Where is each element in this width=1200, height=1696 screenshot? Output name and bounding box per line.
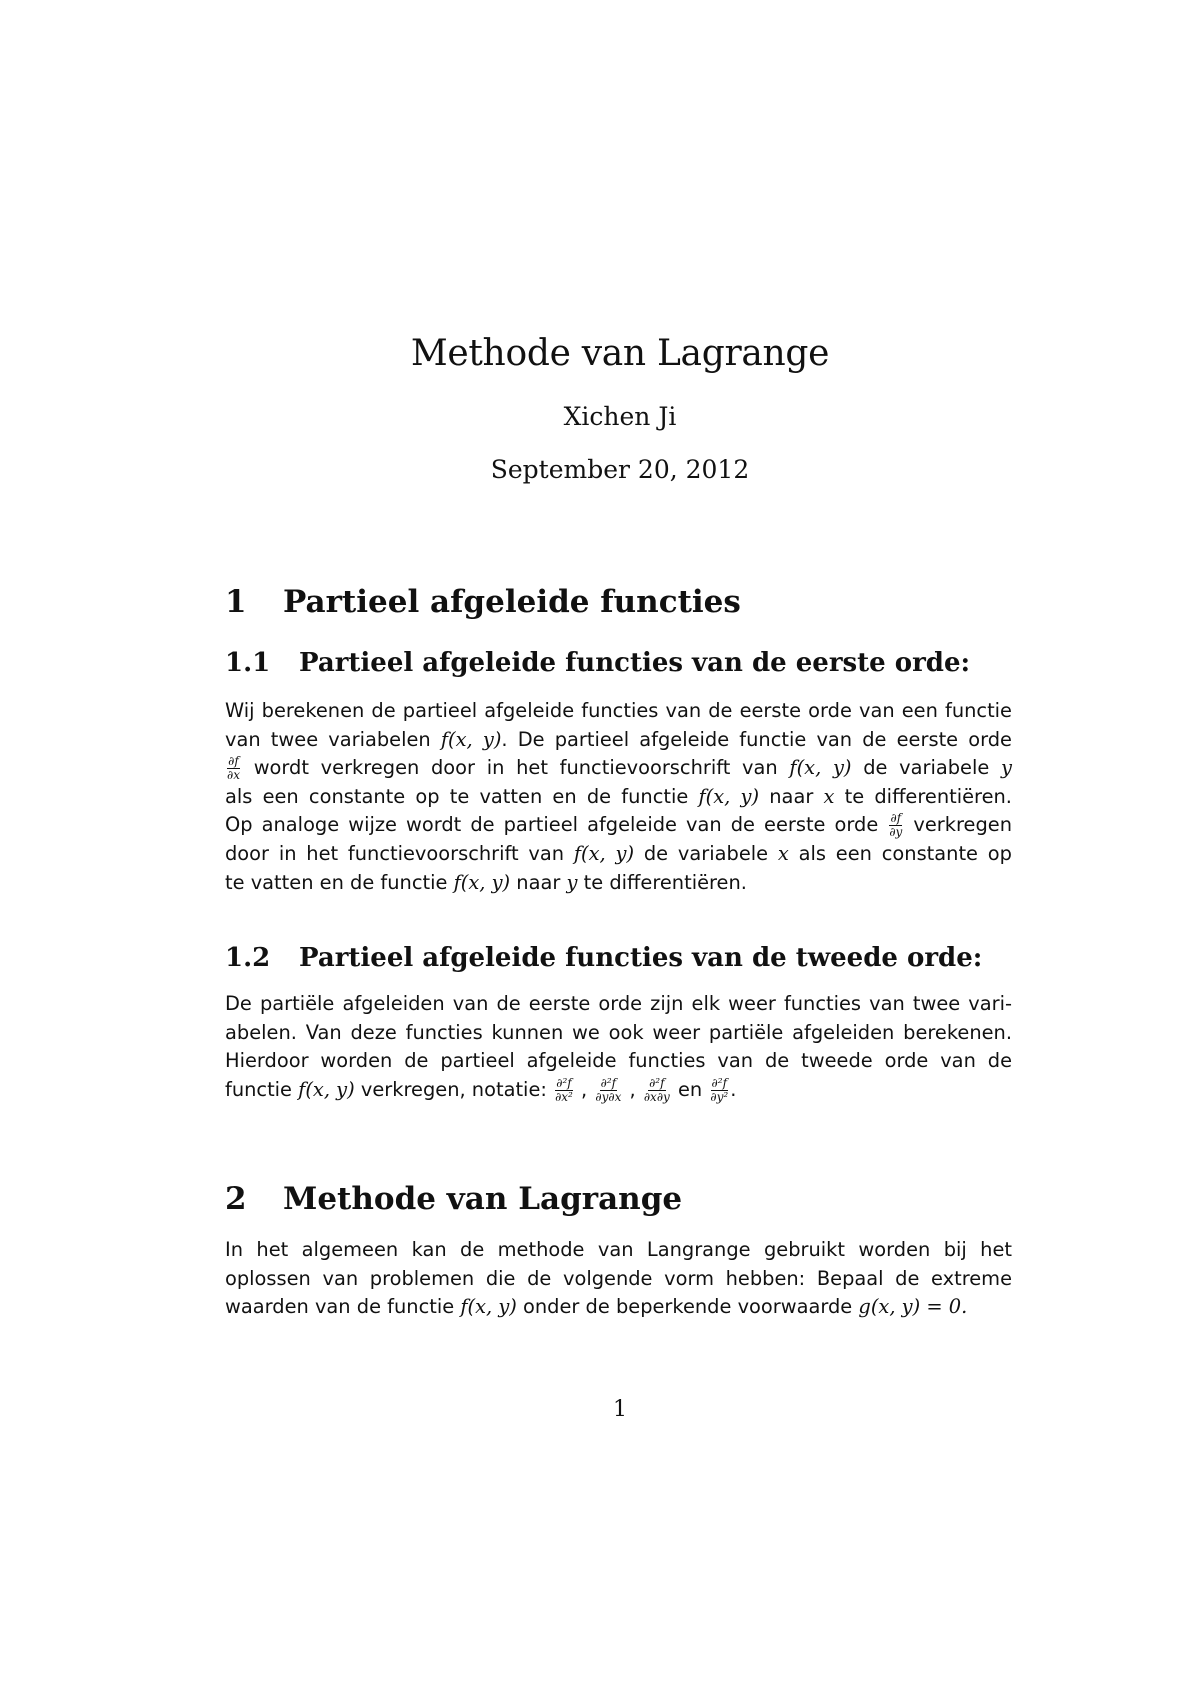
subsection-1-2-heading	[225, 943, 982, 973]
text-line: als een constante op te vatten en de functie f(x, y) naar x te differentiëren.	[225, 784, 1012, 808]
title-block	[0, 333, 1200, 484]
section-1-heading	[225, 584, 741, 620]
subsection-title: Partieel afgeleide functies van de eerste orde:	[299, 648, 971, 678]
section-2-heading	[225, 1181, 682, 1217]
paragraph-1-1	[225, 697, 1012, 897]
fraction-df-dx: $\frac{\partial f}{\partial x}$	[227, 754, 240, 783]
section-number: 1	[225, 584, 247, 620]
text-line: Op analoge wijze wordt de partieel afgeleide van de eerste orde $\frac{\partial f}{\partial y}$ verkregen	[225, 811, 1012, 840]
fraction-d2f-dx2: $\frac{\text{∂²f}}{\text{∂x²}}$	[555, 1075, 573, 1104]
text-line: door in het functievoorschrift van f(x, y) de variabele x als een constante op	[225, 841, 1012, 865]
document-title: Methode van Lagrange	[410, 333, 830, 374]
text-line: abelen. Van deze functies kunnen we ook weer partiële afgeleiden berekenen.	[225, 1020, 1012, 1044]
paragraph-1-2	[225, 990, 1012, 1104]
text-line: In het algemeen kan de methode van Langrange gebruikt worden bij het	[225, 1238, 1012, 1261]
document-date: September 20, 2012	[490, 455, 750, 484]
math-fxy: f(x, y)	[440, 727, 502, 751]
subsection-number: 1.1	[225, 648, 271, 678]
page-number: 1	[613, 1397, 627, 1422]
section-title: Methode van Lagrange	[283, 1181, 683, 1217]
paragraph-2	[225, 1236, 1012, 1322]
subsection-1-1-heading	[225, 648, 970, 678]
section-number: 2	[225, 1181, 247, 1217]
text-line: van twee variabelen f(x, y). De partieel afgeleide functie van de eerste orde	[225, 727, 1012, 751]
fraction-d2f-dy2: $\frac{\text{∂²f}}{\text{∂y²}}$	[710, 1075, 729, 1104]
text-line: Hierdoor worden de partieel afgeleide functies van de tweede orde van de	[225, 1049, 1012, 1073]
fraction-df-dy: $\frac{\partial f}{\partial y}$	[889, 811, 903, 840]
document-author: Xichen Ji	[563, 402, 677, 431]
text-line: functie f(x, y) verkregen, notatie: $\frac{\text{∂²f}}{\text{∂x²}}$ , $\frac{\text{∂²f}}{\partial y\partial x}$ , $\frac{\text{∂²f}}{\partial x\partial y}$ en $\frac{\text{∂²f}}{\text{∂y²}}$ .	[225, 1075, 737, 1104]
section-title: Partieel afgeleide functies	[283, 584, 741, 620]
subsection-number: 1.2	[225, 943, 271, 973]
text-line: waarden van de functie f(x, y) onder de beperkende voorwaarde g(x, y) = 0.	[225, 1295, 968, 1319]
text-line: Wij berekenen de partieel afgeleide functies van de eerste orde van een functie	[225, 699, 1012, 722]
text-line: oplossen van problemen die de volgende vorm hebben: Bepaal de extreme	[225, 1266, 1012, 1290]
fraction-d2f-dydx: $\frac{\text{∂²f}}{\partial y\partial x}$	[595, 1075, 622, 1104]
text-line: $\frac{\partial f}{\partial x}$ wordt verkregen door in het functievoorschrift van f(x, y) de variabele y	[227, 754, 1012, 783]
text-line: te vatten en de functie f(x, y) naar y te differentiëren.	[225, 870, 747, 894]
subsection-title: Partieel afgeleide functies van de tweede orde:	[299, 943, 983, 973]
fraction-d2f-dxdy: $\frac{\text{∂²f}}{\partial x\partial y}$	[643, 1075, 670, 1104]
text-line: De partiële afgeleiden van de eerste orde zijn elk weer functies van twee vari-	[225, 992, 1012, 1015]
